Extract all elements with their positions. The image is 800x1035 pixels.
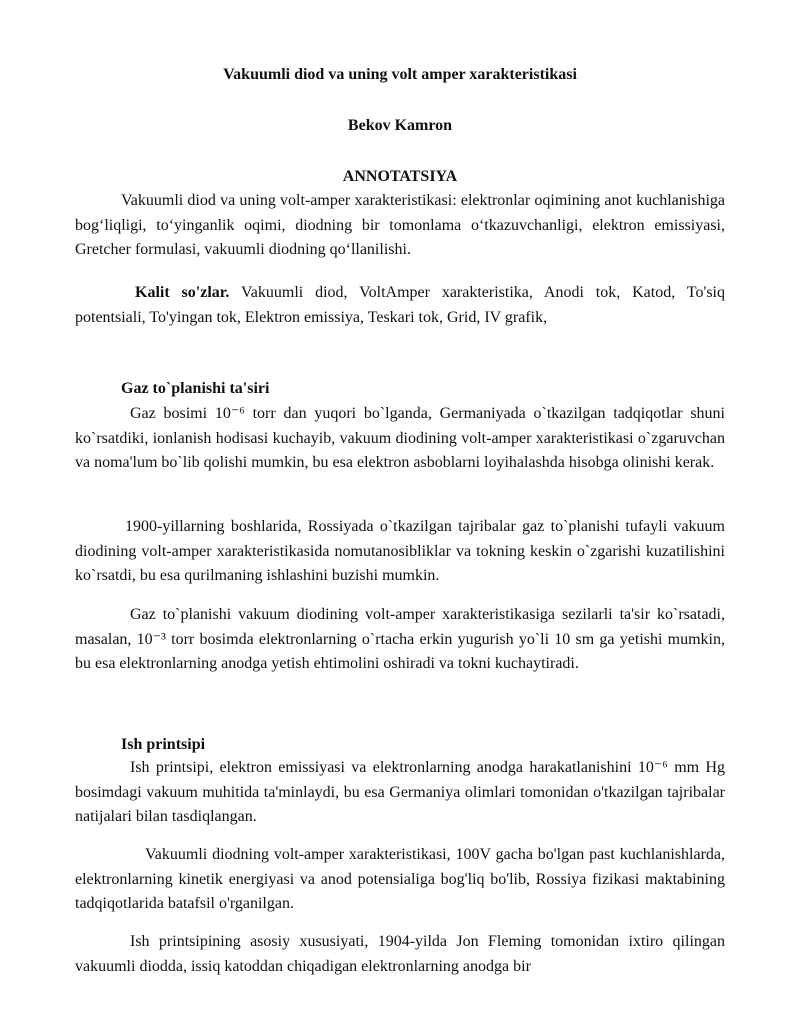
document-author: Bekov Kamron bbox=[347, 117, 453, 134]
section-paragraph: Vakuumli diodning volt-amper xarakteristikasi, 100V gacha bo'lgan past kuchlanishlarda, elektronlarning kinetik energiyasi va anod potensialiga bog'liq bo'lib, Rossiya fizikasi maktabining tadqiqotlarida batafsil o'rganilgan. bbox=[75, 846, 725, 912]
section-paragraph: Ish printsipi, elektron emissiyasi va elektronlarning anodga harakatlanishini 10⁻⁶ mm Hg bosimdagi vakuum muhitida ta'minlaydi, bu esa Germaniya olimlari tomonidan o'tkazilgan tajribalar natijalari bilan tasdiqlangan. bbox=[75, 759, 725, 825]
annotation-heading: ANNOTATSIYA bbox=[342, 168, 458, 185]
section-paragraph: 1900-yillarning boshlarida, Rossiyada o`tkazilgan tajribalar gaz to`planishi tufayli vakuum diodining volt-amper xarakteristikasida nomutanosibliklar va tokning keskin o`zgarishi kuzatilishini ko`rsatdi, bu esa qurilmaning ishlashini buzishi mumkin. bbox=[75, 518, 725, 584]
annotation-paragraph: Vakuumli diod va uning volt-amper xarakteristikasi: elektronlar oqimining anot kuchlanishiga bog‘liqligi, to‘yinganlik oqimi, diodning bir tomonlama o‘tkazuvchanligi, elektron emissiyasi, Gretcher formulasi, vakuumli diodning qo‘llanilishi. bbox=[75, 192, 725, 258]
section-heading-working-principle: Ish printsipi bbox=[121, 736, 206, 753]
section-paragraph: Gaz bosimi 10⁻⁶ torr dan yuqori bo`lganda, Germaniyada o`tkazilgan tadqiqotlar shuni ko`rsatdiki, ionlanish hodisasi kuchayib, vakuum diodining volt-amper xarakteristikasi o`zgaruvchan va noma'lum bo`lib qolishi mumkin, bu esa elektron asboblarni loyihalashda hisobga olinishi kerak. bbox=[75, 405, 725, 471]
keywords-paragraph bbox=[75, 281, 725, 330]
section-paragraph: Ish printsipining asosiy xususiyati, 1904-yilda Jon Fleming tomonidan ixtiro qilingan vakuumli diodda, issiq katoddan chiqadigan elektronlarning anodga bir bbox=[75, 933, 725, 975]
section-paragraph: Gaz to`planishi vakuum diodining volt-amper xarakteristikasiga sezilarli ta'sir ko`rsatadi, masalan, 10⁻³ torr bosimda elektronlarning o`rtacha erkin yugurish yo`li 10 sm ga yetishi mumkin, bu esa elektronlarning anodga yetish ehtimolini oshiradi va tokni kuchaytiradi. bbox=[75, 606, 725, 672]
section-heading-gas-accumulation: Gaz to`planishi ta'siri bbox=[121, 380, 270, 397]
keywords-label: Kalit so'zlar. bbox=[135, 284, 230, 301]
document-title: Vakuumli diod va uning volt amper xarakteristikasi bbox=[223, 66, 577, 83]
keywords-text: Vakuumli diod, VoltAmper xarakteristika, Anodi tok, Katod, To'siq potentsiali, To'yingan tok, Elektron emissiya, Teskari tok, Grid, IV grafik, bbox=[75, 284, 726, 326]
